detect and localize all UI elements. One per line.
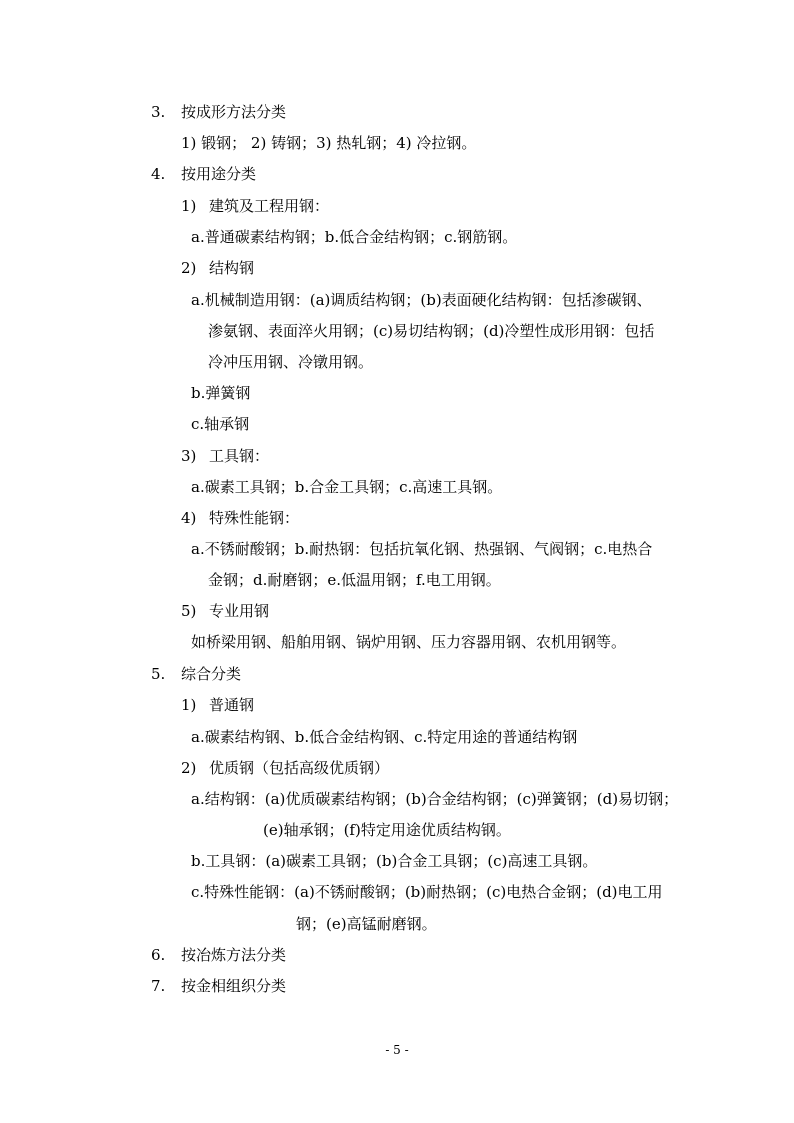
paragraph-line: c.轴承钢 bbox=[191, 415, 250, 433]
paragraph-line: 如桥梁用钢、船舶用钢、锅炉用钢、压力容器用钢、农机用钢等。 bbox=[191, 633, 627, 651]
section-heading bbox=[151, 102, 286, 122]
subsection-number: 4) bbox=[181, 509, 197, 527]
paragraph-line: 冷冲压用钢、冷镦用钢。 bbox=[208, 353, 374, 371]
paragraph-line: a.碳素结构钢、b.低合金结构钢、c.特定用途的普通结构钢 bbox=[191, 728, 578, 746]
subsection-number: 2) bbox=[181, 259, 197, 277]
section-heading bbox=[151, 945, 286, 965]
list-item: 1) 锻钢； 2) 铸钢；3) 热轧钢；4) 冷拉钢。 bbox=[181, 134, 477, 152]
section-number: 6. bbox=[151, 946, 166, 964]
paragraph-line: (e)轴承钢；(f)特定用途优质结构钢。 bbox=[263, 821, 511, 839]
subsection-heading bbox=[181, 446, 269, 466]
section-title: 按用途分类 bbox=[181, 165, 257, 183]
subsection-number: 2) bbox=[181, 759, 197, 777]
section-heading bbox=[151, 976, 286, 996]
subsection-heading bbox=[181, 601, 269, 621]
paragraph-line: a.普通碳素结构钢；b.低合金结构钢；c.钢筋钢。 bbox=[191, 228, 518, 246]
paragraph-line: b.工具钢：(a)碳素工具钢；(b)合金工具钢；(c)高速工具钢。 bbox=[191, 852, 598, 870]
page-number: - 5 - bbox=[385, 1043, 409, 1057]
section-title: 按成形方法分类 bbox=[181, 103, 287, 121]
subsection-title: 特殊性能钢： bbox=[209, 509, 300, 527]
section-title: 按冶炼方法分类 bbox=[181, 946, 287, 964]
paragraph-line: 渗氨钢、表面淬火用钢；(c)易切结构钢；(d)冷塑性成形用钢：包括 bbox=[208, 322, 655, 340]
subsection-heading bbox=[181, 695, 254, 715]
paragraph-line: b.弹簧钢 bbox=[191, 384, 251, 402]
section-heading bbox=[151, 664, 241, 684]
subsection-number: 5) bbox=[181, 602, 197, 620]
subsection-number: 1) bbox=[181, 197, 197, 215]
subsection-title: 建筑及工程用钢： bbox=[209, 197, 330, 215]
section-title: 综合分类 bbox=[181, 665, 242, 683]
paragraph-line: a.机械制造用钢：(a)调质结构钢；(b)表面硬化结构钢：包括渗碳钢、 bbox=[191, 291, 652, 309]
subsection-title: 普通钢 bbox=[209, 696, 255, 714]
section-title: 按金相组织分类 bbox=[181, 977, 287, 995]
subsection-number: 3) bbox=[181, 447, 197, 465]
subsection-title: 专业用钢 bbox=[209, 602, 270, 620]
section-heading bbox=[151, 164, 256, 184]
paragraph-line: 钢；(e)高锰耐磨钢。 bbox=[296, 915, 437, 933]
paragraph-line: 金钢；d.耐磨钢；e.低温用钢；f.电工用钢。 bbox=[208, 571, 501, 589]
subsection-title: 工具钢： bbox=[209, 447, 270, 465]
paragraph-line: a.碳素工具钢；b.合金工具钢；c.高速工具钢。 bbox=[191, 478, 503, 496]
section-number: 4. bbox=[151, 165, 166, 183]
subsection-heading bbox=[181, 508, 299, 528]
paragraph-line: c.特殊性能钢：(a)不锈耐酸钢；(b)耐热钢；(c)电热合金钢；(d)电工用 bbox=[191, 883, 663, 901]
subsection-number: 1) bbox=[181, 696, 197, 714]
subsection-heading bbox=[181, 758, 389, 778]
subsection-heading bbox=[181, 196, 329, 216]
paragraph-line: a.不锈耐酸钢；b.耐热钢：包括抗氧化钢、热强钢、气阀钢；c.电热合 bbox=[191, 540, 653, 558]
section-number: 3. bbox=[151, 103, 166, 121]
section-number: 7. bbox=[151, 977, 166, 995]
subsection-heading bbox=[181, 258, 254, 278]
subsection-title: 结构钢 bbox=[209, 259, 255, 277]
subsection-title: 优质钢（包括高级优质钢） bbox=[209, 759, 390, 777]
paragraph-line: a.结构钢：(a)优质碳素结构钢；(b)合金结构钢；(c)弹簧钢；(d)易切钢； bbox=[191, 790, 679, 808]
section-number: 5. bbox=[151, 665, 166, 683]
